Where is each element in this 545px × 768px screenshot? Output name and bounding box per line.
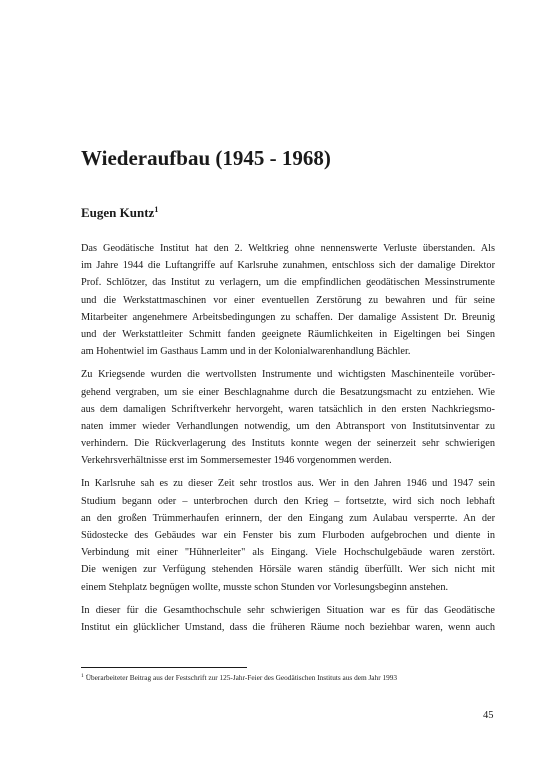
text-line: Das Geodätische Institut hat den 2. Weltkrieg ohne nennenswerte Verluste überstanden. Als — [81, 243, 495, 254]
text-line: Institut ein glücklicher Umstand, dass die früheren Räume noch beziehbar waren, wenn auch — [81, 621, 495, 633]
footnote-separator — [81, 667, 247, 668]
footnote-text: Überarbeiteter Beitrag aus der Festschrift zur 125-Jahr-Feier des Geodätischen Instituts aus dem Jahr 1993 — [85, 673, 398, 682]
text-line: und der Werkstattleiter Schmitt fanden geeignete Räumlichkeiten in Eigeltingen bei Singen — [81, 328, 495, 340]
text-line: am Hohentwiel im Gasthaus Lamm und in der Kolonialwarenhandlung Bächler. — [81, 346, 411, 358]
text-line: und die Werkstattmaschinen vor einer eventuellen Zerstörung zu bewahren und für seine — [81, 294, 495, 306]
text-line: Südostecke des Gebäudes war ein Fenster bis zum Flurboden aufgebrochen und diente in — [81, 530, 495, 541]
text-line: Verbindung mit einer "Hühnerleiter" als Eingang. Viele Hochschulgebäude waren zerstört. — [81, 547, 495, 559]
author-name-text: Eugen Kuntz — [81, 205, 155, 220]
author-footnote-marker: 1 — [154, 205, 159, 214]
text-line: gehend vergraben, um sie einer Beschlagnahme durch die Besatzungsmacht zu entziehen. Wie — [81, 386, 495, 398]
footnote-marker: 1 — [81, 673, 84, 679]
text-line: Verkehrsverhältnisse erst im Sommersemester 1946 vorgenommen werden. — [81, 455, 392, 467]
paragraph — [81, 602, 495, 636]
paragraph — [81, 366, 495, 469]
text-line: im Jahre 1944 die Luftangriffe auf Karlsruhe zunahmen, entschloss sich der damalige Direktor — [81, 260, 495, 272]
text-line: In Karlsruhe sah es zu dieser Zeit sehr trostlos aus. Wer in den Jahren 1946 und 1947 sein — [81, 478, 495, 490]
author-name — [81, 205, 158, 221]
text-line: aus dem damaligen Schriftverkehr hervorgeht, waren tatsächlich in den ersten Nachkriegsmo- — [81, 403, 495, 415]
page-number: 45 — [483, 710, 494, 721]
text-line: In dieser für die Gesamthochschule sehr schwierigen Situation war es für das Geodätische — [81, 604, 495, 616]
text-line: Die wenigen zur Verfügung stehenden Hörsäle waren ständig überfüllt. Wer sich nicht mit — [81, 564, 495, 576]
chapter-title: Wiederaufbau (1945 - 1968) — [81, 146, 331, 170]
text-line: verhindern. Die Rückverlagerung des Instituts konnte wegen der seinerzeit sehr schwierigen — [81, 438, 495, 450]
text-line: Prof. Schlötzer, das Institut zu verlagern, um die empfindlichen geodätischen Messinstrumente — [81, 277, 495, 289]
paragraph — [81, 475, 495, 595]
text-line: an den großen Trümmerhaufen erinnern, der den Eingang zum Aulabau versperrte. An der — [81, 512, 495, 524]
text-line: Studium begann oder – unterbrochen durch den Krieg – fortsetzte, wird sich noch lebhaft — [81, 495, 495, 507]
footnote — [81, 673, 397, 682]
text-line: einem Stehplatz begnügen wollte, musste schon Stunden vor Vorlesungsbeginn anstehen. — [81, 581, 449, 593]
text-line: Zu Kriegsende wurden die wertvollsten Instrumente und wichtigsten Maschinenteile vorüber- — [81, 369, 495, 381]
paragraph — [81, 240, 495, 360]
text-line: naten immer wieder Verhandlungen notwendig, um den Abtransport von Institutsinventar zu — [81, 420, 495, 432]
body-text — [81, 240, 495, 642]
text-line: Mitarbeiter angenehmere Arbeitsbedingungen zu schaffen. Der damalige Assistent Dr. Breunig — [81, 311, 495, 323]
